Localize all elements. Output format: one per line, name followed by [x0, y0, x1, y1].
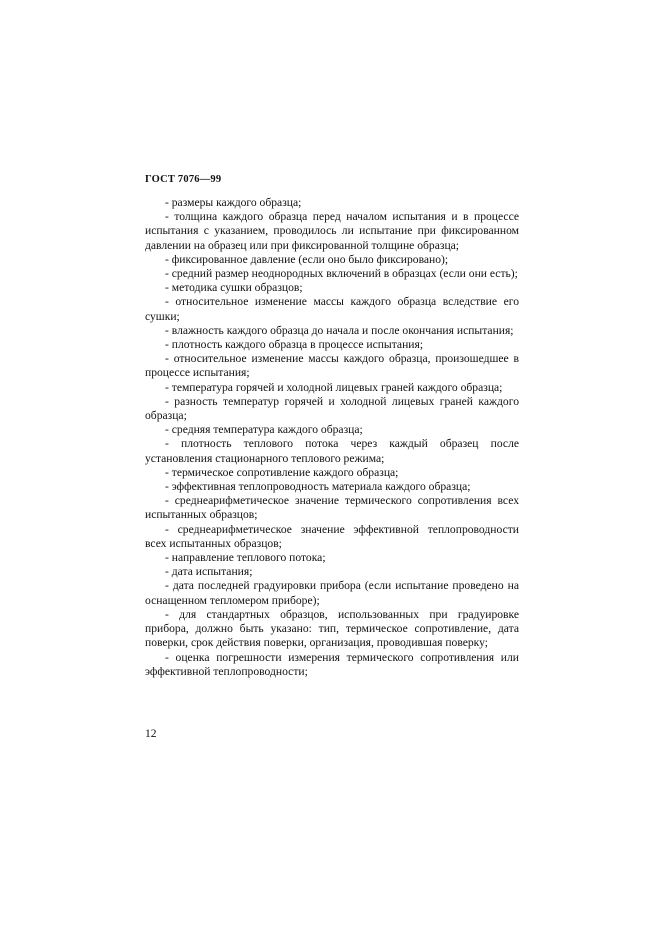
list-item: - температура горячей и холодной лицевых граней каждого образца;	[165, 380, 503, 394]
page-number: 12	[145, 728, 157, 740]
list-item: - для стандартных образцов, использованных при градуировке прибора, должно быть указано: тип, термическое сопротивление, дата поверки, срок действия поверки, организация, проводившая поверку;	[145, 607, 519, 650]
list-item: - среднеарифметическое значение эффективной теплопроводности всех испытанных образцов;	[145, 522, 519, 550]
list-item: - разность температур горячей и холодной лицевых граней каждого образца;	[145, 394, 519, 423]
list-item: - толщина каждого образца перед началом испытания и в процессе испытания с указанием, проводилось ли испытание при фиксированном давлении на образец или при фиксированной толщине образца;	[145, 210, 519, 252]
list-item: - фиксированное давление (если оно было фиксировано);	[165, 252, 449, 266]
list-item: - дата последней градуировки прибора (если испытание проведено на оснащенном тепломером приборе);	[145, 579, 519, 607]
list-item: - оценка погрешности измерения термического сопротивления или эффективной теплопроводности;	[145, 650, 519, 678]
list-item: - средняя температура каждого образца;	[165, 423, 363, 437]
list-item: - относительное изменение массы каждого образца вследствие его сушки;	[145, 295, 519, 323]
report-requirements-list	[145, 196, 519, 679]
list-item: - дата испытания;	[165, 565, 253, 579]
list-item: - относительное изменение массы каждого образца, произошедшее в процессе испытания;	[145, 352, 519, 380]
list-item: - плотность каждого образца в процессе испытания;	[165, 338, 424, 352]
list-item: - направление теплового потока;	[165, 551, 326, 565]
list-item: - влажность каждого образца до начала и после окончания испытания;	[165, 323, 514, 337]
list-item: - плотность теплового потока через каждый образец после установления стационарного теплового режима;	[145, 437, 519, 465]
list-item: - средний размер неоднородных включений в образцах (если они есть);	[165, 267, 518, 281]
list-item: - среднеарифметическое значение термического сопротивления всех испытанных образцов;	[145, 494, 519, 522]
list-item: - эффективная теплопроводность материала каждого образца;	[165, 480, 471, 494]
list-item: - размеры каждого образца;	[165, 196, 302, 209]
document-header-code: ГОСТ 7076—99	[145, 174, 222, 185]
list-item: - методика сушки образцов;	[165, 281, 303, 295]
list-item: - термическое сопротивление каждого образца;	[165, 465, 399, 479]
